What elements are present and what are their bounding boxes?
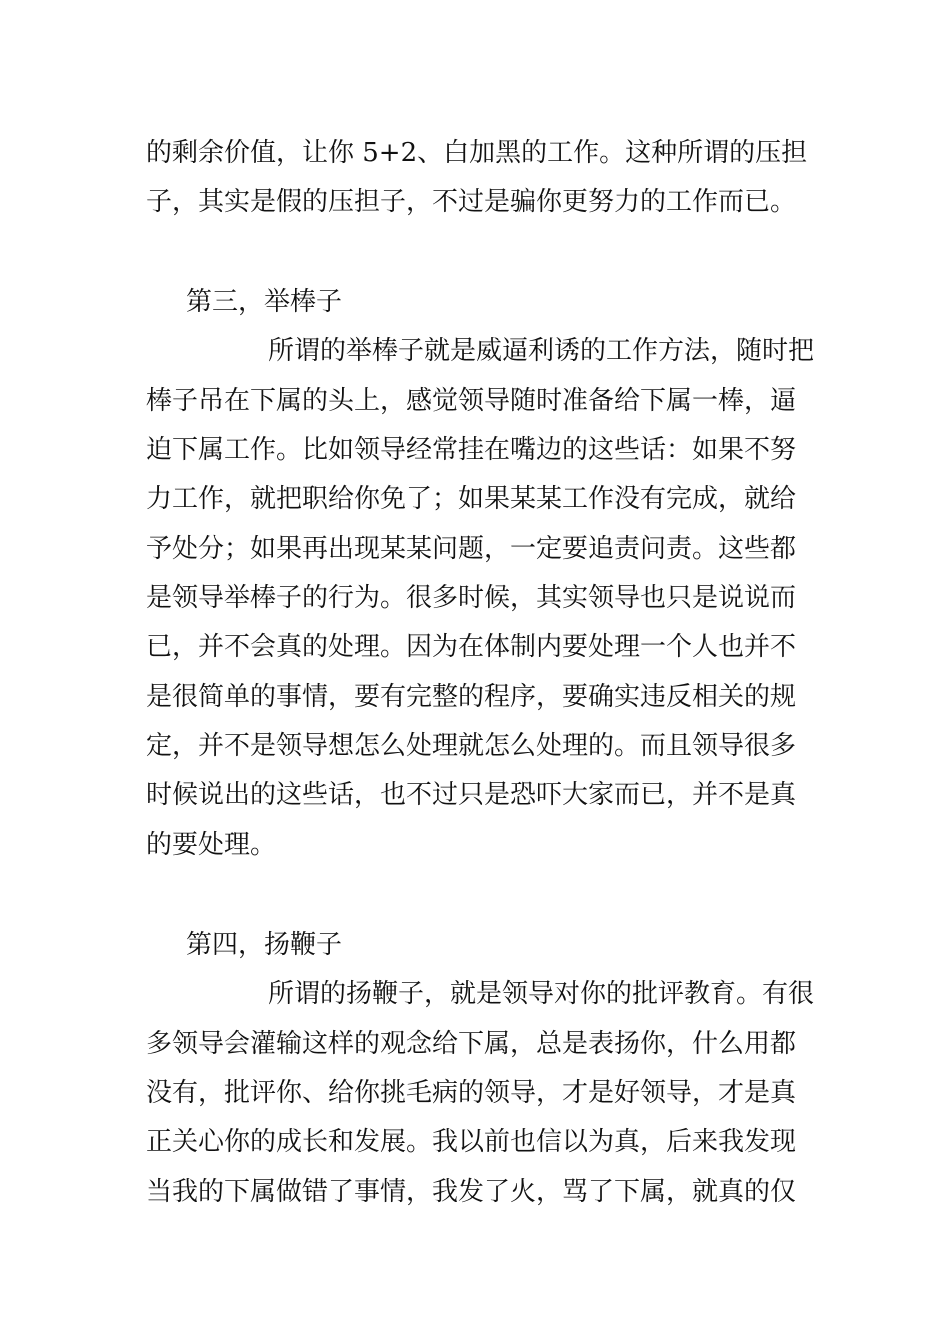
paragraph-line: 的剩余价值，让你 5+2、白加黑的工作。这种所谓的压担 — [146, 138, 808, 168]
paragraph-line: 定，并不是领导想怎么处理就怎么处理的。而且领导很多 — [146, 731, 797, 761]
paragraph-first-line: 所谓的扬鞭子，就是领导对你的批评教育。有很 — [268, 979, 815, 1009]
paragraph-line: 已，并不会真的处理。因为在体制内要处理一个人也并不 — [146, 632, 797, 662]
paragraph-line: 没有，批评你、给你挑毛病的领导，才是好领导，才是真 — [146, 1078, 797, 1108]
paragraph-line: 子，其实是假的压担子，不过是骗你更努力的工作而已。 — [146, 187, 797, 217]
section-heading: 第四，扬鞭子 — [186, 930, 343, 960]
paragraph-line: 的要处理。 — [146, 830, 277, 860]
section-heading: 第三，举棒子 — [186, 287, 343, 317]
paragraph-line: 迫下属工作。比如领导经常挂在嘴边的这些话：如果不努 — [146, 435, 797, 465]
paragraph-line: 是领导举棒子的行为。很多时候，其实领导也只是说说而 — [146, 583, 797, 613]
paragraph-line: 予处分；如果再出现某某问题，一定要追责问责。这些都 — [146, 534, 797, 564]
paragraph-line: 正关心你的成长和发展。我以前也信以为真，后来我发现 — [146, 1127, 797, 1157]
paragraph-line: 当我的下属做错了事情，我发了火，骂了下属，就真的仅 — [146, 1177, 797, 1207]
paragraph-line: 时候说出的这些话，也不过只是恐吓大家而已，并不是真 — [146, 780, 797, 810]
paragraph-line: 多领导会灌输这样的观念给下属，总是表扬你，什么用都 — [146, 1029, 797, 1059]
paragraph-line: 力工作，就把职给你免了；如果某某工作没有完成，就给 — [146, 484, 797, 514]
paragraph-line: 是很简单的事情，要有完整的程序，要确实违反相关的规 — [146, 682, 797, 712]
paragraph-line: 棒子吊在下属的头上，感觉领导随时准备给下属一棒，逼 — [146, 386, 797, 416]
paragraph-first-line: 所谓的举棒子就是威逼利诱的工作方法，随时把 — [268, 336, 815, 366]
